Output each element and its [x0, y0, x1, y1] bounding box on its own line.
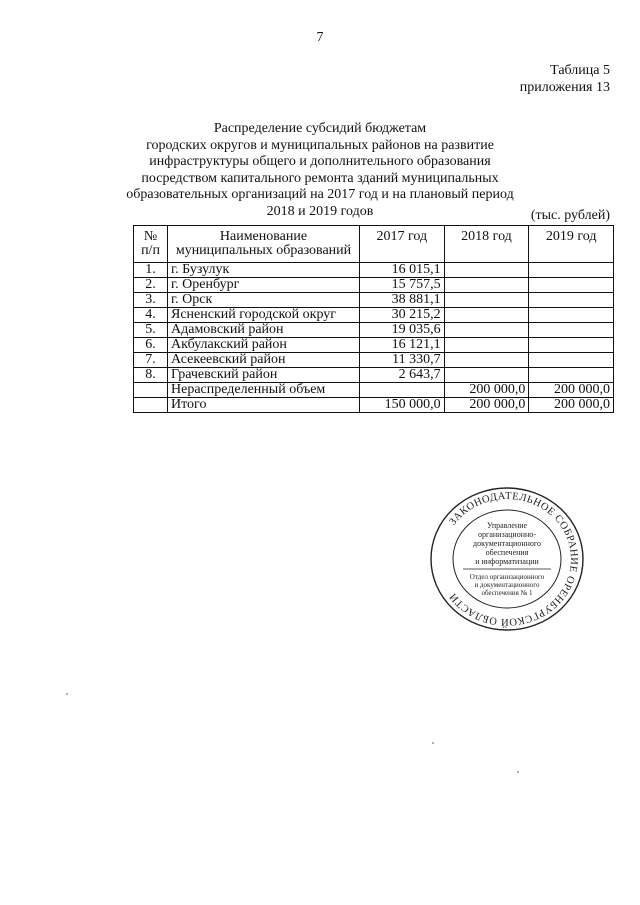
row-name: Асекеевский район — [168, 353, 360, 368]
header-2018: 2018 год — [444, 226, 529, 263]
row-2017: 19 035,6 — [360, 323, 445, 338]
row-2017: 2 643,7 — [360, 368, 445, 383]
stamp-inner-line: Управление — [486, 521, 528, 530]
units-label: (тыс. рублей) — [530, 208, 610, 223]
row-2017: 11 330,7 — [360, 353, 445, 368]
row-2018 — [444, 308, 529, 323]
row-name: Итого — [168, 398, 360, 413]
official-stamp — [427, 484, 587, 634]
row-2019: 200 000,0 — [529, 398, 614, 413]
row-name: Ясненский городской округ — [168, 308, 360, 323]
row-2019 — [529, 353, 614, 368]
document-title — [120, 121, 520, 220]
row-2017: 16 015,1 — [360, 263, 445, 278]
row-2018 — [444, 338, 529, 353]
stamp-graphic — [427, 484, 587, 634]
stamp-lower-line: Отдел организационного — [469, 573, 545, 581]
row-2019 — [529, 278, 614, 293]
header-name: Наименование муниципальных образований — [168, 226, 360, 263]
row-2019 — [529, 338, 614, 353]
scan-speck — [432, 742, 434, 744]
stamp-inner-line: обеспечения — [485, 548, 529, 557]
row-num: 7. — [134, 353, 168, 368]
row-num: 2. — [134, 278, 168, 293]
table-row — [134, 383, 614, 398]
table-header-row — [134, 226, 614, 263]
row-2018 — [444, 293, 529, 308]
row-name: Акбулакский район — [168, 338, 360, 353]
table-row — [134, 368, 614, 383]
row-name: Нераспределенный объем — [168, 383, 360, 398]
row-num: 6. — [134, 338, 168, 353]
page-number: 7 — [316, 30, 324, 45]
row-2019 — [529, 323, 614, 338]
row-2019 — [529, 293, 614, 308]
table-reference-line1: Таблица 5 — [550, 63, 610, 78]
row-2017 — [360, 383, 445, 398]
row-name: г. Бузулук — [168, 263, 360, 278]
row-2019 — [529, 368, 614, 383]
table-reference-line2: приложения 13 — [519, 80, 610, 95]
table-row — [134, 263, 614, 278]
row-2019 — [529, 263, 614, 278]
table-row — [134, 308, 614, 323]
table-row — [134, 323, 614, 338]
row-num — [134, 398, 168, 413]
row-2018 — [444, 368, 529, 383]
stamp-inner-line: документационного — [473, 539, 541, 548]
header-2017: 2017 год — [360, 226, 445, 263]
header-2019: 2019 год — [529, 226, 614, 263]
table-row — [134, 278, 614, 293]
row-num: 3. — [134, 293, 168, 308]
stamp-inner-line: организационно- — [478, 530, 536, 539]
row-2019 — [529, 308, 614, 323]
row-2018 — [444, 278, 529, 293]
scan-speck — [66, 693, 68, 695]
row-num: 8. — [134, 368, 168, 383]
scan-speck — [517, 771, 519, 773]
row-num: 5. — [134, 323, 168, 338]
row-2017: 38 881,1 — [360, 293, 445, 308]
title-line1: Распределение субсидий бюджетам — [213, 121, 427, 136]
row-2017: 16 121,1 — [360, 338, 445, 353]
row-num — [134, 383, 168, 398]
table-total-row — [134, 398, 614, 413]
stamp-inner-line: и информатизации — [475, 557, 539, 566]
table-row — [134, 338, 614, 353]
row-name: г. Оренбург — [168, 278, 360, 293]
subsidy-table — [133, 225, 614, 413]
title-line2: городских округов и муниципальных районов на развитие инфраструктуры общего и дополнительного образования посредством капитального ремонта зданий муниципальных образовательных организаций на 2017 год и на плановый период 2018 и 2019 годов — [126, 137, 514, 219]
stamp-lower-line: и документационного — [474, 581, 540, 589]
row-name: Адамовский район — [168, 323, 360, 338]
header-num: № п/п — [134, 226, 168, 263]
row-name: Грачевский район — [168, 368, 360, 383]
row-2018: 200 000,0 — [444, 398, 529, 413]
stamp-lower-line: обеспечения № 1 — [481, 589, 533, 597]
row-num: 4. — [134, 308, 168, 323]
row-2018 — [444, 353, 529, 368]
row-2019: 200 000,0 — [529, 383, 614, 398]
stamp-outer-text: ЗАКОНОДАТЕЛЬНОЕ СОБРАНИЕ ОРЕНБУРГСКОЙ ОБЛАСТИ — [447, 490, 580, 628]
row-2018: 200 000,0 — [444, 383, 529, 398]
table-row — [134, 353, 614, 368]
table-row — [134, 293, 614, 308]
table-reference — [520, 62, 610, 96]
row-2018 — [444, 323, 529, 338]
row-name: г. Орск — [168, 293, 360, 308]
row-2017: 30 215,2 — [360, 308, 445, 323]
row-2017: 15 757,5 — [360, 278, 445, 293]
row-2018 — [444, 263, 529, 278]
row-num: 1. — [134, 263, 168, 278]
row-2017: 150 000,0 — [360, 398, 445, 413]
